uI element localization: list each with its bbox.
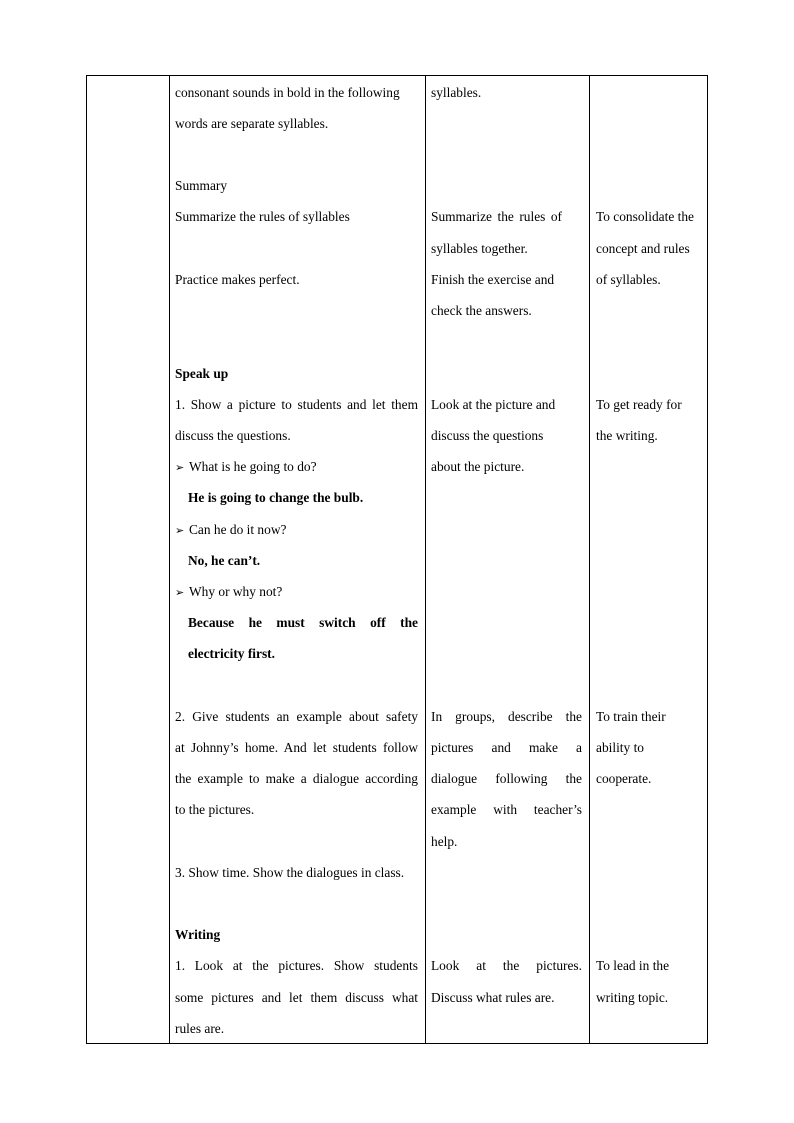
step-text: rules are.	[175, 1021, 225, 1036]
step-text: at Johnny’s home. And let students follow	[175, 740, 418, 755]
step-text: 1. Show a picture to students and let them	[175, 397, 418, 412]
activity-text: In groups, describe the	[431, 709, 582, 724]
step-text: 3. Show time. Show the dialogues in class.	[175, 865, 405, 880]
question-item: ➢ Can he do it now?	[175, 514, 286, 547]
step-text: the example to make a dialogue according	[175, 771, 418, 786]
step-text: discuss the questions.	[175, 428, 291, 443]
column-divider	[425, 76, 426, 1043]
answer-text: electricity first.	[188, 646, 275, 661]
purpose-text: To consolidate the	[596, 209, 694, 224]
activity-text: syllables.	[431, 85, 482, 100]
activity-text: Look at the picture and	[431, 397, 556, 412]
question-item: ➢ What is he going to do?	[175, 451, 317, 484]
activity-text: Look at the pictures.	[431, 958, 582, 973]
purpose-text: writing topic.	[596, 990, 669, 1005]
step-text: some pictures and let them discuss what	[175, 990, 418, 1005]
question-item: ➢ Why or why not?	[175, 576, 282, 609]
answer-text: He is going to change the bulb.	[188, 490, 364, 505]
step-text: Summarize the rules of syllables	[175, 209, 350, 224]
section-heading-writing: Writing	[175, 927, 221, 942]
purpose-text: of syllables.	[596, 272, 661, 287]
step-text: 1. Look at the pictures. Show students	[175, 958, 418, 973]
step-text: to the pictures.	[175, 802, 255, 817]
activity-text: help.	[431, 834, 458, 849]
column-divider	[169, 76, 170, 1043]
step-text: 2. Give students an example about safety	[175, 709, 418, 724]
activity-text: check the answers.	[431, 303, 532, 318]
purpose-text: ability to	[596, 740, 644, 755]
purpose-text: To train their	[596, 709, 666, 724]
activity-text: Summarize the rules of	[431, 209, 562, 224]
activity-text: dialogue following the	[431, 771, 582, 786]
section-heading-speak-up: Speak up	[175, 366, 229, 381]
activity-text: discuss the questions	[431, 428, 544, 443]
activity-text: Finish the exercise and	[431, 272, 555, 287]
purpose-text: concept and rules	[596, 241, 690, 256]
column-divider	[589, 76, 590, 1043]
purpose-text: To lead in the	[596, 958, 670, 973]
answer-text: No, he can’t.	[188, 553, 261, 568]
step-text: words are separate syllables.	[175, 116, 329, 131]
arrow-bullet-icon: ➢	[175, 525, 185, 537]
section-heading-summary: Summary	[175, 178, 228, 193]
step-text: consonant sounds in bold in the following	[175, 85, 400, 100]
purpose-text: To get ready for	[596, 397, 682, 412]
step-text: Practice makes perfect.	[175, 272, 300, 287]
activity-text: example with teacher’s	[431, 802, 582, 817]
activity-text: syllables together.	[431, 241, 528, 256]
arrow-bullet-icon: ➢	[175, 462, 185, 474]
activity-text: Discuss what rules are.	[431, 990, 555, 1005]
purpose-text: the writing.	[596, 428, 658, 443]
activity-text: about the picture.	[431, 459, 525, 474]
arrow-bullet-icon: ➢	[175, 587, 185, 599]
purpose-text: cooperate.	[596, 771, 652, 786]
answer-text: Because he must switch off the	[188, 615, 418, 630]
activity-text: pictures and make a	[431, 740, 582, 755]
